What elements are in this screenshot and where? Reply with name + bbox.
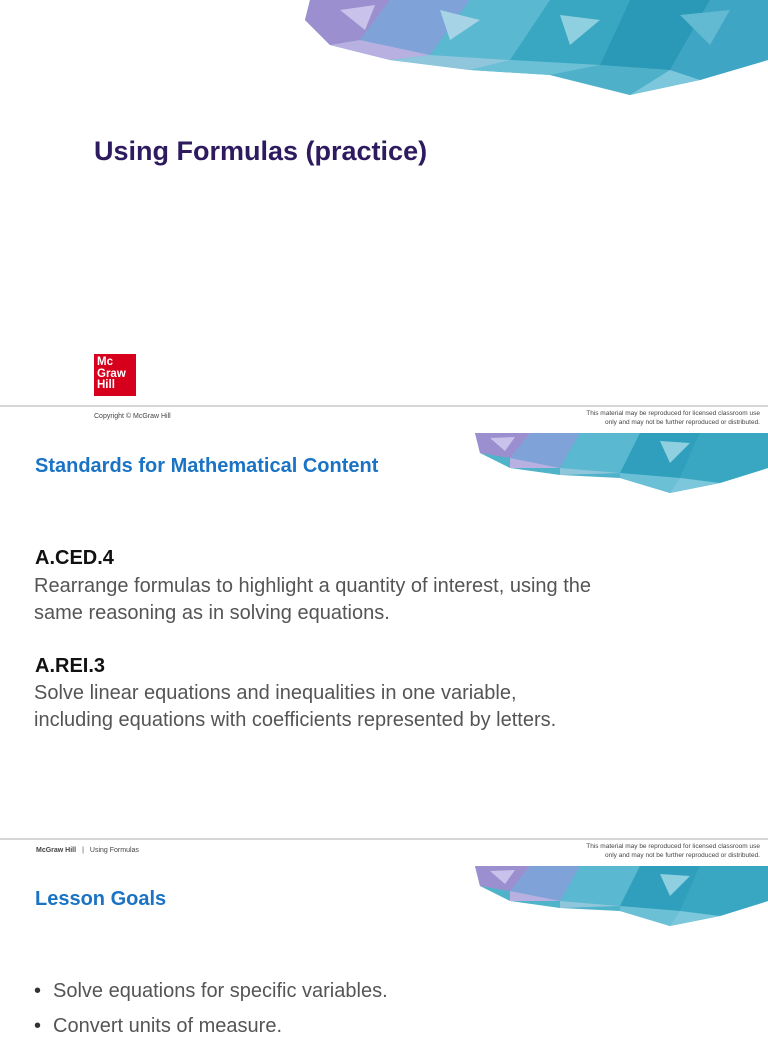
goal-text: Convert units of measure. bbox=[53, 1015, 282, 1037]
logo-line-2: Graw bbox=[97, 367, 126, 380]
slide-divider bbox=[0, 838, 768, 840]
logo-line-3: Hill bbox=[97, 379, 115, 391]
bullet-icon: • bbox=[34, 980, 42, 1002]
bullet-icon: • bbox=[34, 1015, 42, 1037]
logo-line-1: Mc bbox=[97, 356, 113, 368]
slide-divider bbox=[0, 405, 768, 407]
usage-notice-line-2: only and may not be further reproduced or distributed. bbox=[604, 851, 760, 859]
standard-code: A.REI.3 bbox=[35, 655, 106, 677]
lesson-goals-list bbox=[34, 978, 388, 1048]
usage-notice bbox=[530, 843, 760, 860]
goal-text: Solve equations for specific variables. bbox=[53, 980, 388, 1002]
list-item bbox=[34, 978, 388, 1005]
slide-footer-label bbox=[36, 847, 139, 854]
copyright-text: Copyright © McGraw Hill bbox=[94, 413, 171, 420]
polygon-banner-decoration bbox=[300, 0, 768, 100]
section-title-lesson-goals: Lesson Goals bbox=[35, 888, 167, 910]
usage-notice-line-1: This material may be reproduced for licensed classroom use bbox=[586, 410, 760, 417]
standard-description: Solve linear equations and inequalities in one variable, including equations with coefficients represented by letters. bbox=[34, 682, 557, 731]
standard-description: Rearrange formulas to highlight a quantity of interest, using the same reasoning as in solving equations. bbox=[34, 575, 591, 624]
list-item bbox=[34, 1013, 388, 1040]
footer-brand: McGraw Hill bbox=[36, 847, 77, 854]
slide-title: Using Formulas (practice) bbox=[94, 136, 428, 166]
footer-lesson-name: Using Formulas bbox=[89, 847, 139, 854]
usage-notice-line-1: This material may be reproduced for licensed classroom use bbox=[586, 843, 760, 850]
mcgraw-hill-logo bbox=[94, 354, 136, 396]
usage-notice bbox=[530, 410, 760, 427]
polygon-banner-decoration bbox=[470, 866, 768, 928]
title-slide bbox=[0, 0, 768, 405]
standard-code: A.CED.4 bbox=[35, 547, 114, 569]
section-title-standards: Standards for Mathematical Content bbox=[35, 455, 379, 477]
usage-notice-line-2: only and may not be further reproduced or distributed. bbox=[604, 418, 760, 426]
standards-slide bbox=[0, 433, 768, 838]
polygon-banner-decoration bbox=[470, 433, 768, 495]
footer-separator: | bbox=[82, 847, 84, 854]
